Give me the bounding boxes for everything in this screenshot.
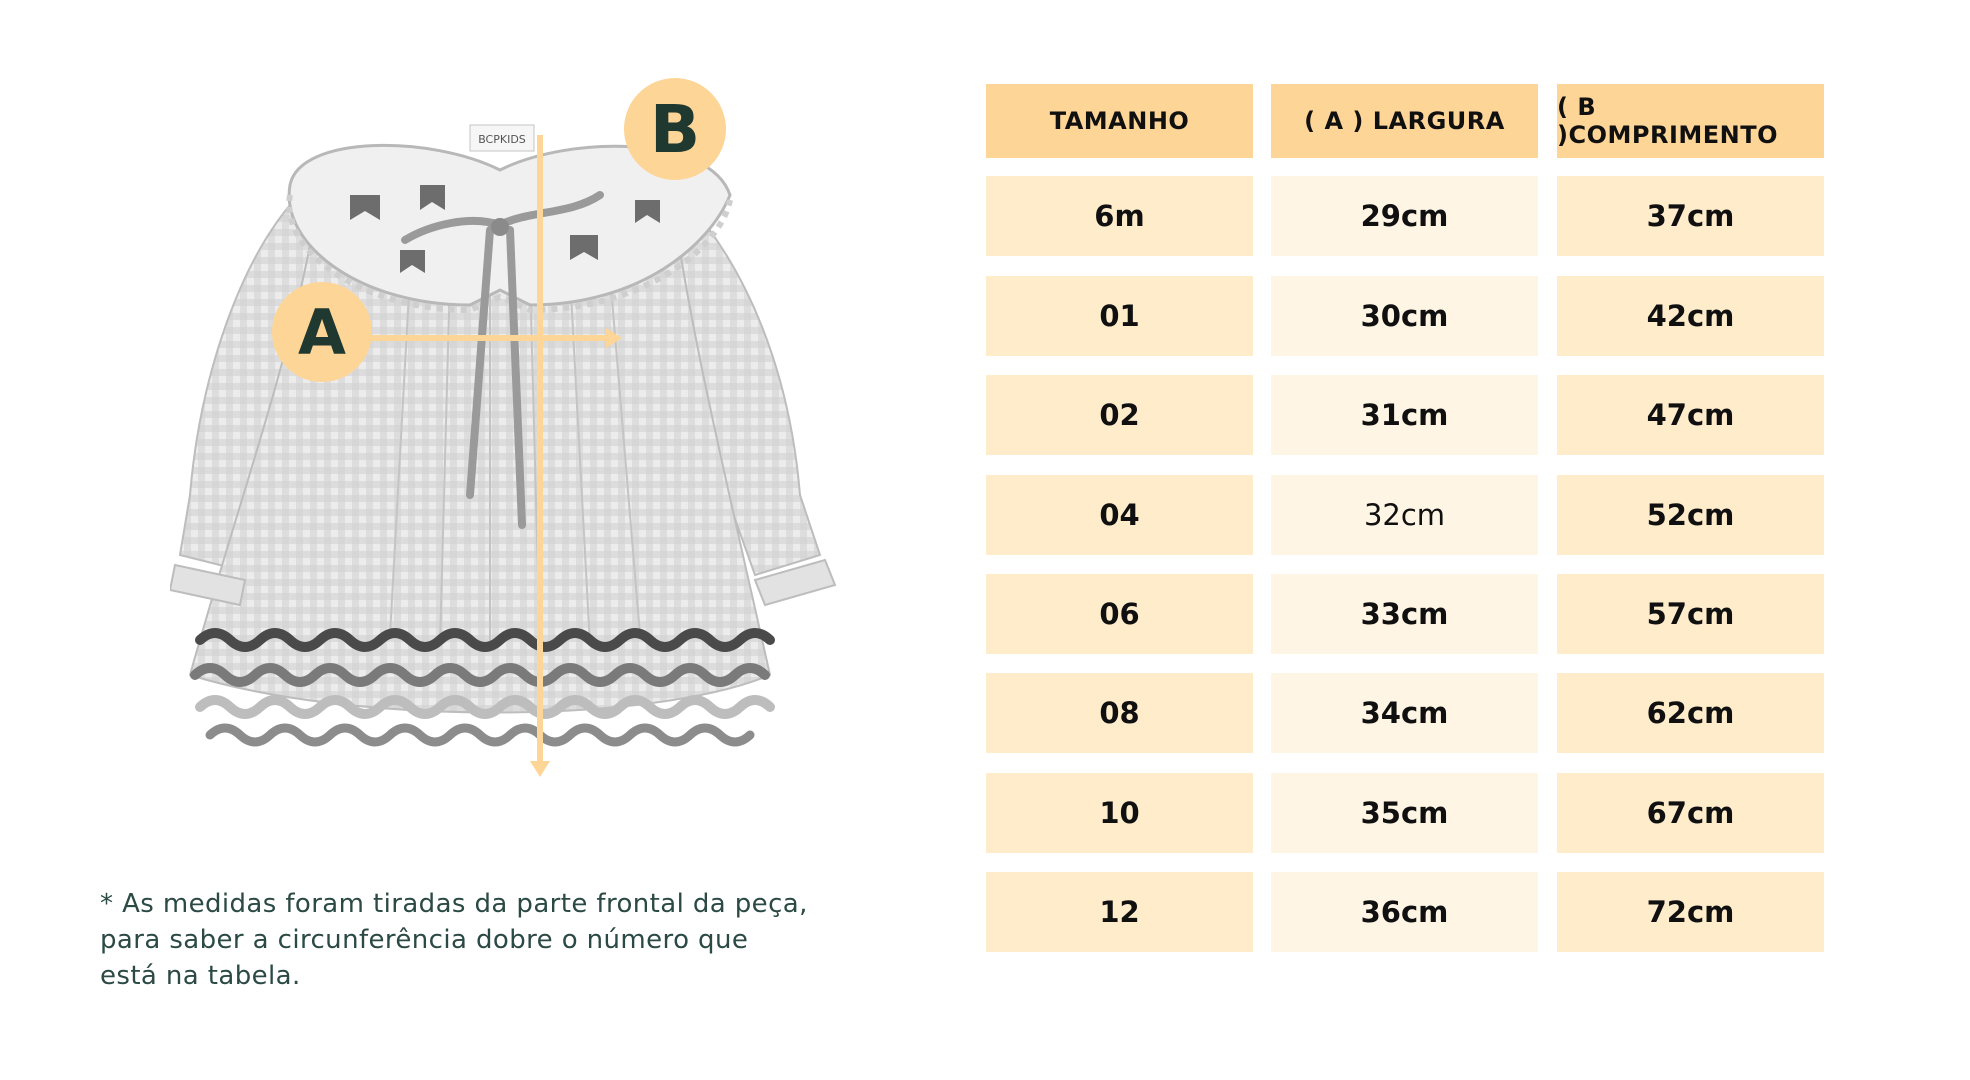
table-cell-size: 10 <box>986 773 1253 853</box>
table-cell-width: 36cm <box>1271 872 1538 952</box>
table-cell-size: 04 <box>986 475 1253 555</box>
measurement-note <box>100 886 810 994</box>
brand-tag-text: BCPKIDS <box>478 133 526 146</box>
table-cell-length: 62cm <box>1557 673 1824 753</box>
dress-illustration <box>170 75 850 795</box>
table-cell-length: 52cm <box>1557 475 1824 555</box>
note-line: está na tabela. <box>100 961 301 991</box>
table-cell-size: 06 <box>986 574 1253 654</box>
table-cell-size: 08 <box>986 673 1253 753</box>
table-cell-width: 31cm <box>1271 375 1538 455</box>
table-header-length: ( B )COMPRIMENTO <box>1557 84 1824 158</box>
table-cell-width: 34cm <box>1271 673 1538 753</box>
table-header-size: TAMANHO <box>986 84 1253 158</box>
table-cell-width: 32cm <box>1271 475 1538 555</box>
table-cell-length: 47cm <box>1557 375 1824 455</box>
table-cell-size: 01 <box>986 276 1253 356</box>
table-header-width: ( A ) LARGURA <box>1271 84 1538 158</box>
table-cell-size: 6m <box>986 176 1253 256</box>
measure-b-marker: B <box>624 78 726 180</box>
table-cell-width: 33cm <box>1271 574 1538 654</box>
table-cell-length: 37cm <box>1557 176 1824 256</box>
table-cell-length: 57cm <box>1557 574 1824 654</box>
dress-image <box>170 75 850 795</box>
table-cell-size: 02 <box>986 375 1253 455</box>
table-cell-length: 42cm <box>1557 276 1824 356</box>
table-cell-size: 12 <box>986 872 1253 952</box>
table-cell-length: 72cm <box>1557 872 1824 952</box>
note-line: * As medidas foram tiradas da parte frontal da peça, <box>100 889 808 919</box>
note-line: para saber a circunferência dobre o número que <box>100 925 749 955</box>
measure-a-marker: A <box>272 282 372 382</box>
table-cell-width: 30cm <box>1271 276 1538 356</box>
table-cell-width: 29cm <box>1271 176 1538 256</box>
table-cell-length: 67cm <box>1557 773 1824 853</box>
table-cell-width: 35cm <box>1271 773 1538 853</box>
